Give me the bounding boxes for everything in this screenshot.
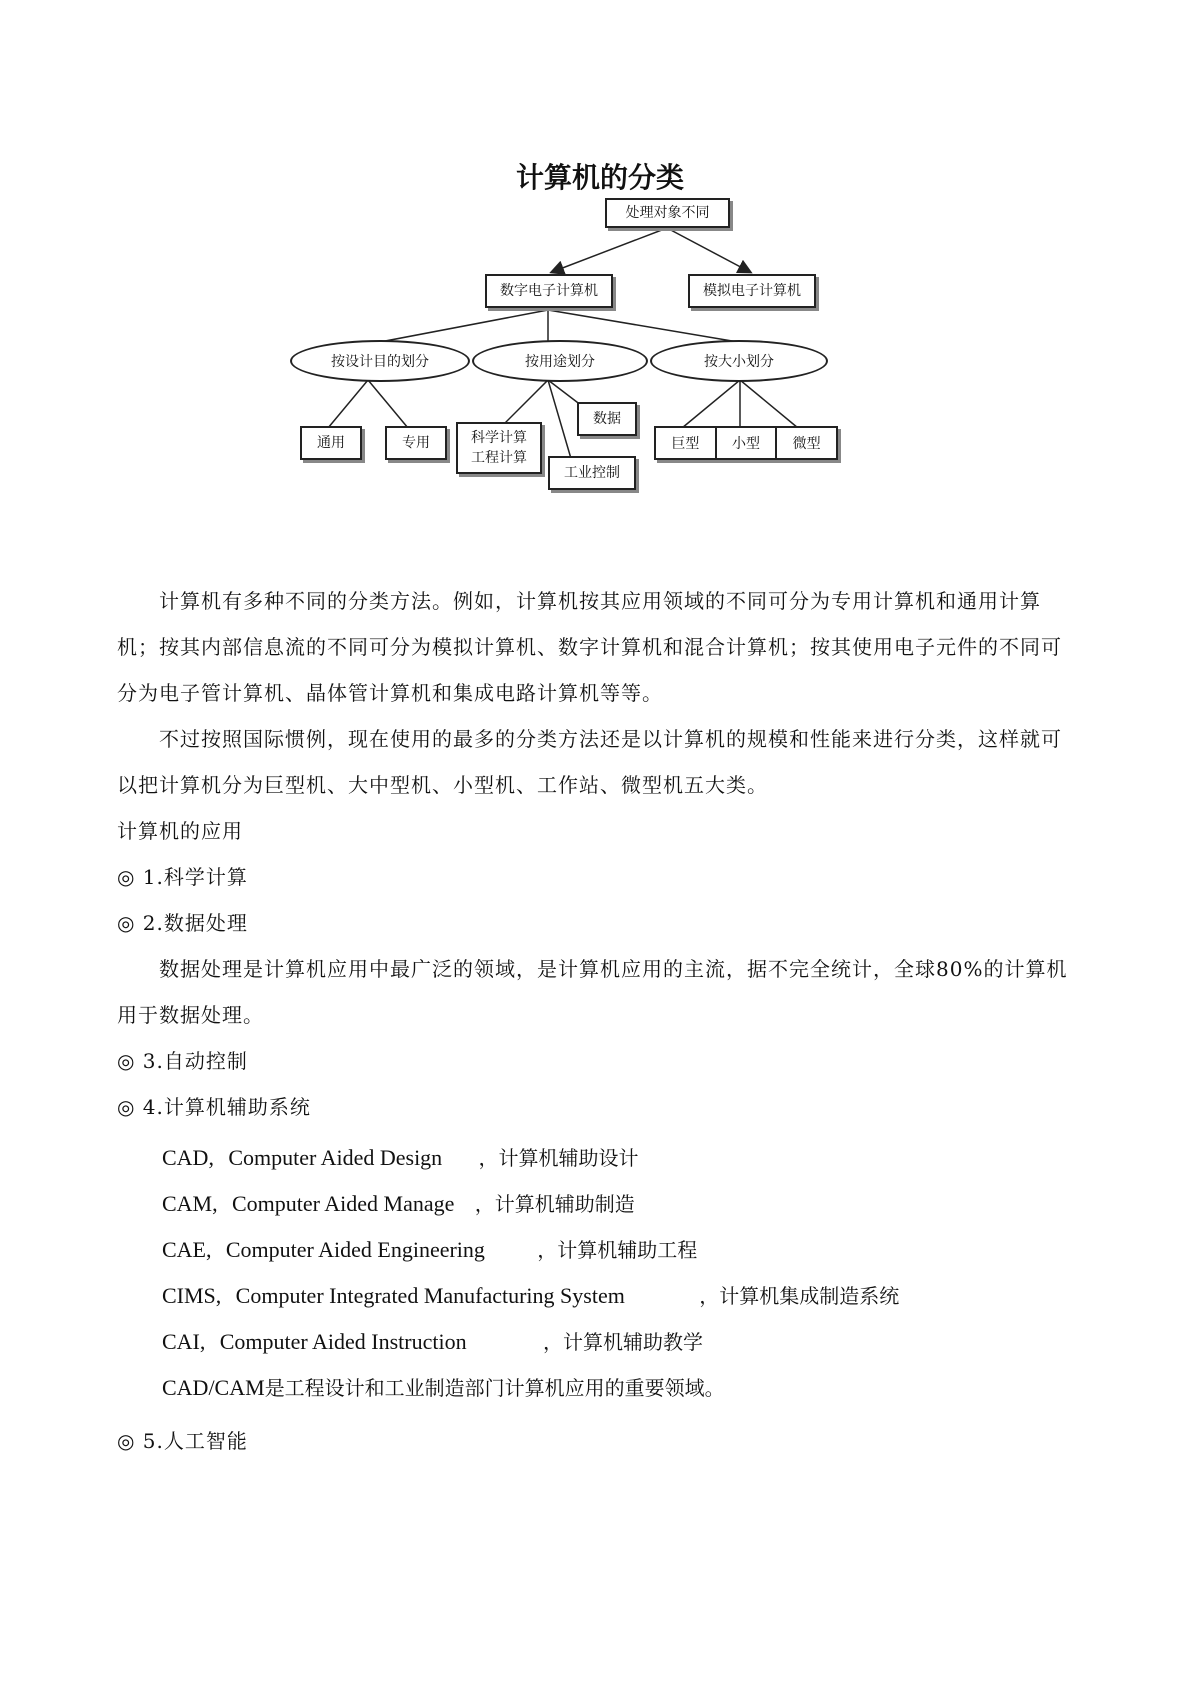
cad-line: CAD, Computer Aided Design ，计算机辅助设计 <box>162 1145 639 1170</box>
paragraph-convention: 不过按照国际惯例，现在使用的最多的分类方法还是以计算机的规模和性能来进行分类，这样就可以把计算机分为巨型机、大中型机、小型机、工作站、微型机五大类。 <box>117 727 1062 797</box>
list-item: ◎ 5.人工智能 <box>117 1429 248 1453</box>
paragraph-classification: 计算机有多种不同的分类方法。例如，计算机按其应用领域的不同可分为专用计算机和通用计算机；按其内部信息流的不同可分为模拟计算机、数字计算机和混合计算机；按其使用电子元件的不同可分为电子管计算机、晶体管计算机和集成电路计算机等等。 <box>117 589 1062 705</box>
node-size-row <box>654 426 838 460</box>
node-general: 通用 <box>300 426 362 460</box>
node-giant: 巨型 <box>671 436 700 452</box>
cae-line: CAE, Computer Aided Engineering ，计算机辅助工程 <box>162 1237 698 1262</box>
node-sci-eng <box>456 422 542 474</box>
list-item: ◎ 1.科学计算 <box>117 865 248 889</box>
node-small: 小型 <box>715 428 776 458</box>
list-item: ◎ 4.计算机辅助系统 <box>117 1095 311 1119</box>
node-digital: 数字电子计算机 <box>485 274 613 308</box>
ellipse-by-purpose: 按设计目的划分 <box>290 340 470 382</box>
diagram-title: 计算机的分类 <box>515 161 684 194</box>
paragraph-data-processing: 数据处理是计算机应用中最广泛的领域，是计算机应用的主流，据不完全统计，全球80%的计算机用于数据处理。 <box>117 957 1068 1027</box>
node-industrial: 工业控制 <box>548 456 636 490</box>
node-eng-calc: 工程计算 <box>471 450 527 466</box>
node-analog: 模拟电子计算机 <box>688 274 816 308</box>
cai-line: CAI, Computer Aided Instruction ，计算机辅助教学 <box>162 1329 703 1354</box>
ellipse-by-size: 按大小划分 <box>650 340 828 382</box>
ellipse-by-use: 按用途划分 <box>472 340 648 382</box>
node-micro: 微型 <box>775 428 836 458</box>
section-heading: 计算机的应用 <box>117 819 243 843</box>
node-data: 数据 <box>577 402 637 436</box>
list-item: ◎ 3.自动控制 <box>117 1049 248 1073</box>
cims-line: CIMS, Computer Integrated Manufacturing System ，计算机集成制造系统 <box>162 1283 900 1308</box>
node-special: 专用 <box>385 426 447 460</box>
classification-diagram <box>290 150 910 530</box>
cam-line: CAM, Computer Aided Manage ，计算机辅助制造 <box>162 1191 635 1216</box>
list-item: ◎ 2.数据处理 <box>117 911 248 935</box>
node-sci-calc: 科学计算 <box>471 430 527 446</box>
cad-cam-summary: CAD/CAM是工程设计和工业制造部门计算机应用的重要领域。 <box>162 1375 725 1400</box>
node-root: 处理对象不同 <box>605 198 730 228</box>
